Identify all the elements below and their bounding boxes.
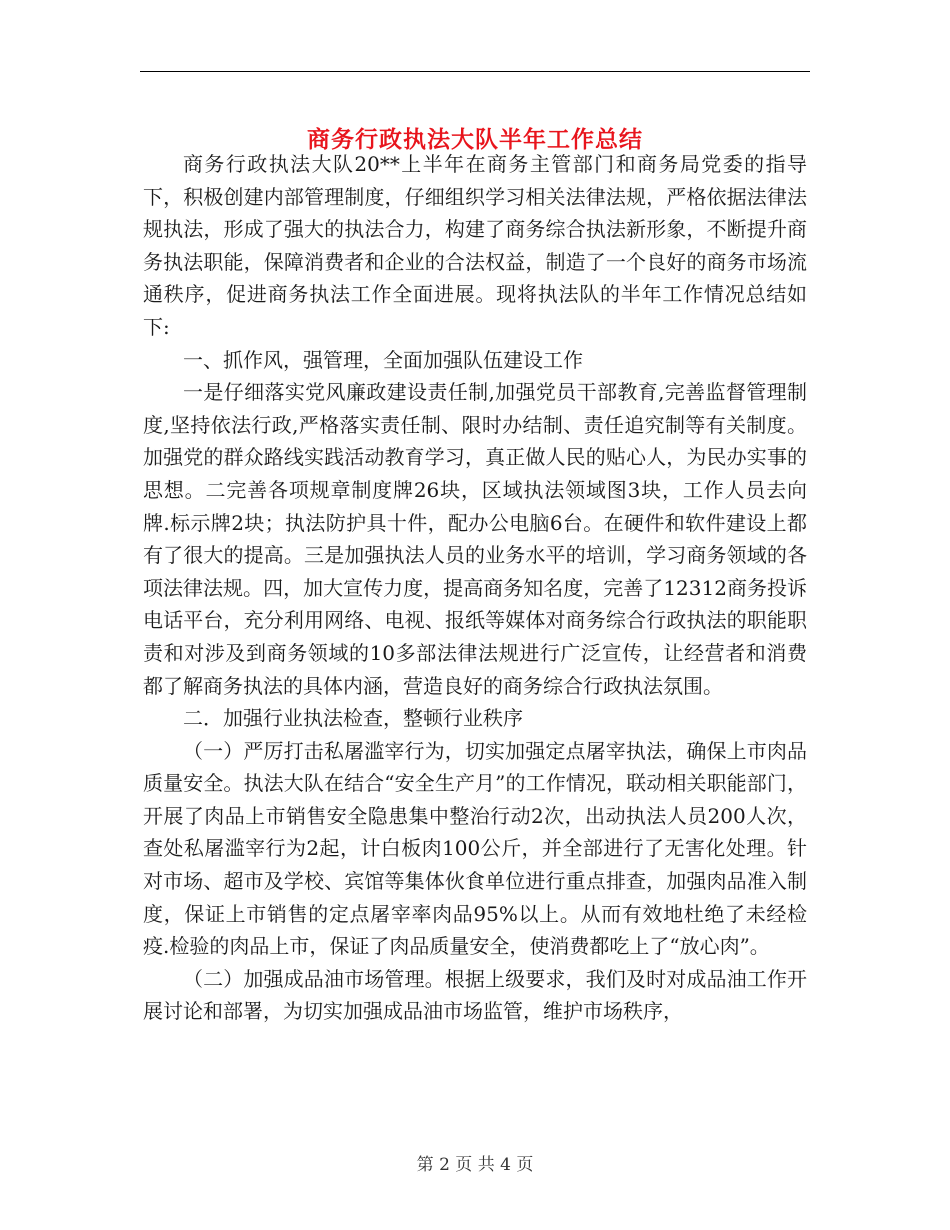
section-1-paragraph: 一是仔细落实党风廉政建设责任制,加强党员干部教育,完善监督管理制度,坚持依法行政,严格落实责任制、限时办结制、责任追究制等有关制度。加强党的群众路线实践活动教育学习，真正做人民的贴心人，为民办实事的思想。二完善各项规章制度牌26块，区域执法领域图3块，工作人员去向牌.标示牌2块；执法防护具十件，配办公电脑6台。在硬件和软件建设上都有了很大的提高。三是加强执法人员的业务水平的培训，学习商务领域的各项法律法规。四，加大宣传力度，提高商务知名度，完善了12312商务投诉电话平台，充分利用网络、电视、报纸等媒体对商务综合行政执法的职能职责和对涉及到商务领域的10多部法律法规进行广泛宣传，让经营者和消费都了解商务执法的具体内涵，营造良好的商务综合行政执法氛围。 <box>143 380 807 698</box>
section-2-paragraph-1: （一）严厉打击私屠滥宰行为，切实加强定点屠宰执法，确保上市肉品质量安全。执法大队在结合“安全生产月”的工作情况，联动相关职能部门，开展了肉品上市销售安全隐患集中整治行动2次，出动执法人员200人次，查处私屠滥宰行为2起，计白板肉100公斤，并全部进行了无害化处理。针对市场、超市及学校、宾馆等集体伙食单位进行重点排查，加强肉品准入制度，保证上市销售的定点屠宰率肉品95%以上。从而有效地杜绝了未经检疫.检验的肉品上市，保证了肉品质量安全，使消费都吃上了“放心肉”。 <box>143 738 807 959</box>
document-body <box>143 148 807 1028</box>
section-heading-2: 二．加强行业执法检查，整顿行业秩序 <box>183 706 523 731</box>
section-heading-1: 一、抓作风，强管理，全面加强队伍建设工作 <box>183 347 583 372</box>
intro-paragraph: 商务行政执法大队20**上半年在商务主管部门和商务局党委的指导下，积极创建内部管理制度，仔细组织学习相关法律法规，严格依据法律法规执法，形成了强大的执法合力，构建了商务综合执法新形象，不断提升商务执法职能，保障消费者和企业的合法权益，制造了一个良好的商务市场流通秩序，促进商务执法工作全面进展。现将执法队的半年工作情况总结如下: <box>143 152 807 339</box>
header-rule <box>140 71 810 72</box>
section-2-paragraph-2: （二）加强成品油市场管理。根据上级要求，我们及时对成品油工作开展讨论和部署，为切实加强成品油市场监管，维护市场秩序， <box>143 966 807 1024</box>
document-title: 商务行政执法大队半年工作总结 <box>307 126 643 154</box>
page-footer: 第 2 页 共 4 页 <box>416 1155 534 1175</box>
